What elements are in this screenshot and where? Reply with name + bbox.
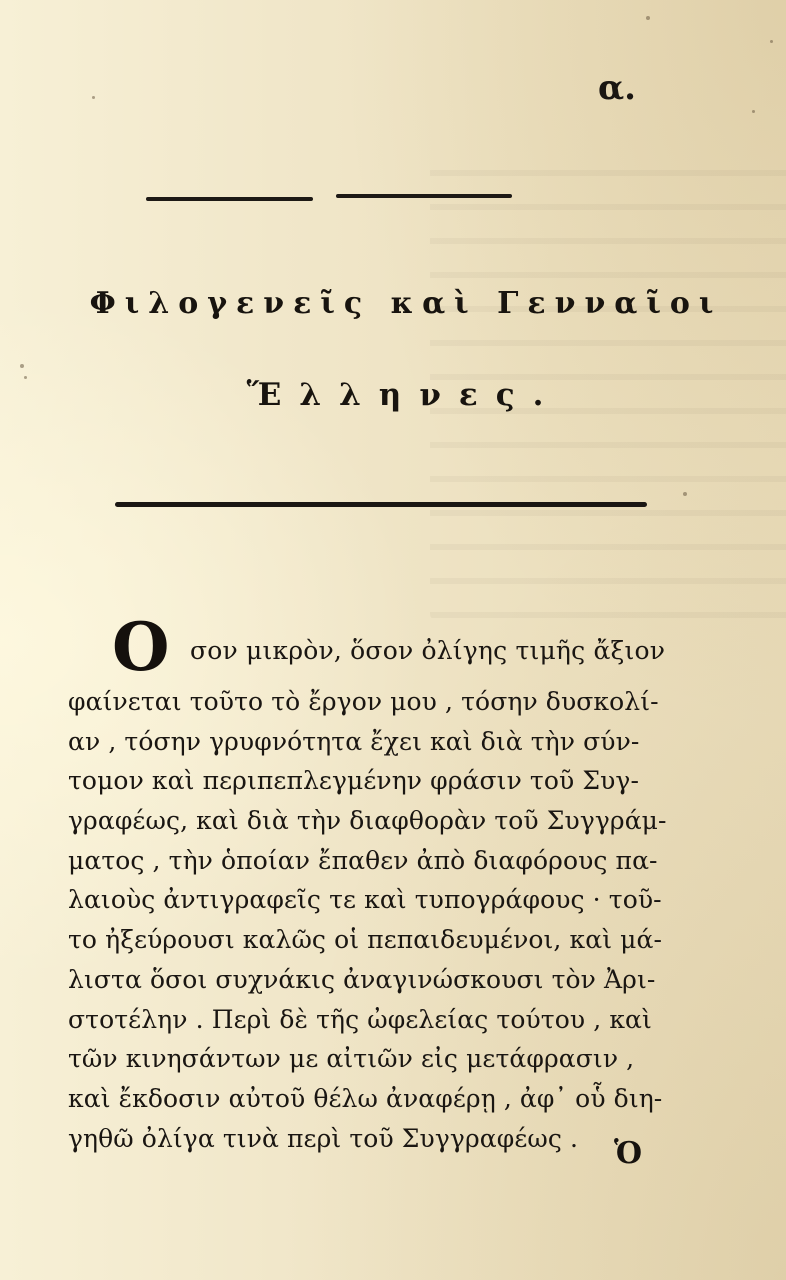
heading-rule	[115, 502, 647, 507]
first-line	[68, 608, 688, 686]
first-line-text: σον μικρὸν, ὅσον ὀλίγης τιμῆς ἄξιον	[190, 636, 666, 665]
text-line: λαιοὺς ἀντιγραφεῖς τε καὶ τυπογράφους · τοῦ-	[68, 885, 662, 915]
paper-speck	[752, 110, 755, 113]
top-rule-right	[336, 194, 512, 198]
text-line: τομον καὶ περιπεπλεγμένην φράσιν τοῦ Συγ-	[68, 766, 640, 796]
paper-speck	[683, 492, 687, 496]
paper-speck	[646, 16, 650, 20]
heading-line-2: Ἕλληνες.	[246, 377, 562, 413]
drop-cap: Ο	[112, 608, 170, 686]
text-line: καὶ ἔκδοσιν αὐτοῦ θέλω ἀναφέρῃ , ἀφ᾽ οὗ διη-	[68, 1083, 663, 1113]
catchword: Ὁ	[614, 1136, 643, 1171]
heading-line-1: Φιλογενεῖς καὶ Γενναῖοι	[89, 286, 723, 321]
text-line: το ἠξεύρουσι καλῶς οἱ πεπαιδευμένοι, καὶ μά-	[68, 925, 663, 955]
text-line: τῶν κινησάντων με αἰτιῶν εἰς μετάφρασιν ,	[68, 1044, 635, 1074]
text-line: λιστα ὅσοι συχνάκις ἀναγινώσκουσι τὸν Ἀρι-	[68, 964, 656, 994]
paper-speck	[92, 96, 95, 99]
top-rule-left	[146, 197, 313, 201]
text-line: αν , τόσην γρυφνότητα ἔχει καὶ διὰ τὴν σύν-	[68, 726, 640, 756]
text-line: ματος , τὴν ὁποίαν ἔπαθεν ἀπὸ διαφόρους πα-	[68, 845, 658, 875]
page-number: α.	[598, 68, 637, 108]
text-line: στοτέλην . Περὶ δὲ τῆς ὠφελείας τούτου , καὶ	[68, 1004, 652, 1034]
body-text	[68, 608, 688, 1158]
text-line: γραφέως, καὶ διὰ τὴν διαφθορὰν τοῦ Συγγράμ-	[68, 806, 667, 836]
paper-speck	[770, 40, 773, 43]
text-line: φαίνεται τοῦτο τὸ ἔργον μου , τόσην δυσκολί-	[68, 687, 659, 716]
text-line: γηθῶ ὀλίγα τινὰ περὶ τοῦ Συγγραφέως .	[68, 1123, 579, 1153]
paper-speck	[20, 364, 24, 368]
